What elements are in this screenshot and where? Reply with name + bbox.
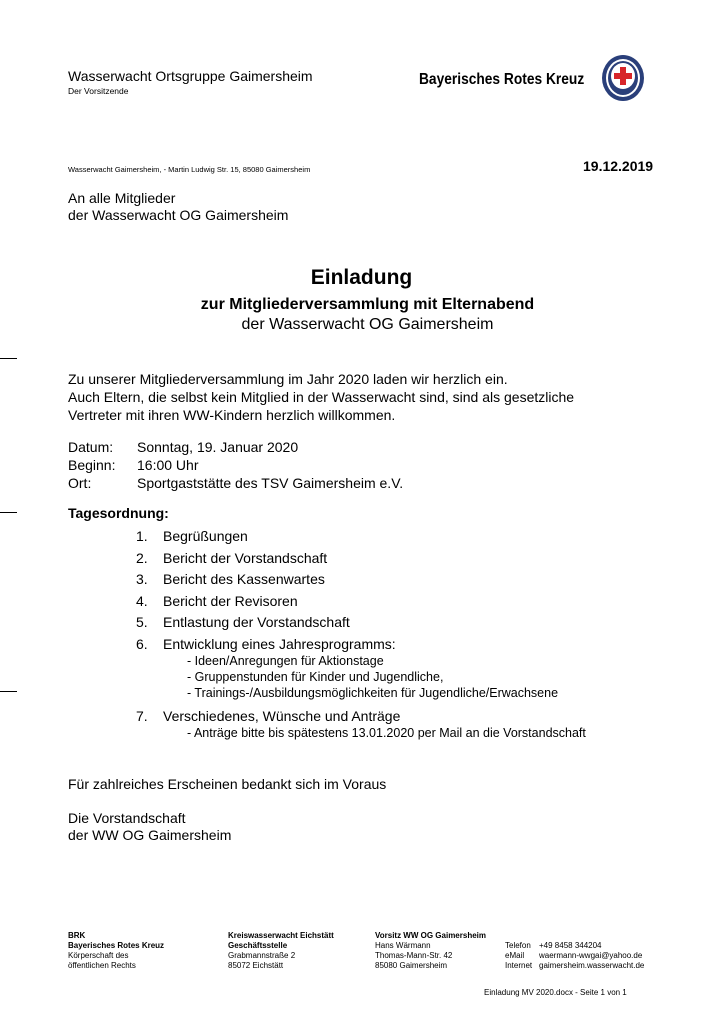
agenda-item-number: 4. [136,592,148,609]
agenda-item-number: 3. [136,571,148,587]
letter-date: 19.12.2019 [583,158,654,174]
agenda-item-number: 1. [136,528,148,544]
detail-row-place [68,474,403,492]
footer-text: Geschäftsstelle [228,941,288,950]
detail-value: 16:00 Uhr [137,457,199,473]
punch-mark [0,512,17,513]
intro-line: Vertreter mit ihren WW-Kindern herzlich willkommen. [68,407,396,423]
footer-text: BRK [68,931,86,940]
agenda-subitem: - Trainings-/Ausbildungsmöglichkeiten für Jugendliche/Erwachsene [187,685,559,700]
agenda-item [136,635,586,653]
agenda-item [136,591,586,613]
detail-value: Sportgaststätte des TSV Gaimersheim e.V. [137,475,404,491]
detail-label: Beginn: [68,457,116,473]
footer-column-brk [68,931,164,971]
intro-line: Auch Eltern, die selbst kein Mitglied in der Wasserwacht sind, sind als gesetzliche [68,389,575,405]
agenda-subitem: - Anträge bitte bis spätestens 13.01.2020 per Mail an die Vorstandschaft [187,725,586,740]
recipient-line: An alle Mitglieder [68,190,176,206]
closing-line: Für zahlreiches Erscheinen bedankt sich im Voraus [68,776,387,792]
fold-mark [0,691,17,692]
footer-text: öffentlichen Rechts [68,961,136,970]
agenda-subitem: - Ideen/Anregungen für Aktionstage [187,653,384,668]
agenda-item-text: Entwicklung eines Jahresprogramms: [163,635,396,652]
footer-column-chair [375,931,486,971]
agenda-item [136,526,586,548]
footer-text: 85080 Gaimersheim [375,961,448,970]
footer-text: Grabmannstraße 2 [228,951,296,960]
agenda-subitem: - Gruppenstunden für Kinder und Jugendliche, [187,669,444,684]
organization-role: Der Vorsitzende [68,86,129,96]
agenda-item [136,548,586,570]
agenda-item-text: Verschiedenes, Wünsche und Anträge [163,707,401,724]
document-subtitle-org: der Wasserwacht OG Gaimersheim [241,316,494,333]
footer-text: Thomas-Mann-Str. 42 [375,951,453,960]
footer-label: Telefon [505,941,531,950]
footer-text: Hans Wärmann [375,941,431,950]
organization-name: Wasserwacht Ortsgruppe Gaimersheim [68,68,313,84]
fold-mark [0,358,17,359]
agenda-item-text: Bericht des Kassenwartes [163,571,325,587]
agenda-list [136,526,586,741]
footer-column-contact [505,941,644,971]
footer-text: Kreiswasserwacht Eichstätt [228,931,334,940]
brand-name: Bayerisches Rotes Kreuz [419,71,585,88]
footer-phone: +49 8458 344204 [539,941,602,950]
detail-row-date [68,438,403,456]
detail-value: Sonntag, 19. Januar 2020 [137,439,299,455]
recipient-line: der Wasserwacht OG Gaimersheim [68,207,289,223]
intro-line: Zu unserer Mitgliederversammlung im Jahr 2020 laden wir herzlich ein. [68,371,508,387]
agenda-item-text: Entlastung der Vorstandschaft [163,614,350,630]
detail-label: Ort: [68,475,92,491]
agenda-title: Tagesordnung: [68,505,169,521]
footer-email: waermann-wwgai@yahoo.de [539,951,643,960]
footer-column-kreiswasserwacht [228,931,334,971]
recipient-block [68,190,288,224]
footer-label: eMail [505,951,525,960]
footer-contact-row [505,941,644,951]
event-details [68,438,403,492]
signature-line: der WW OG Gaimersheim [68,827,232,843]
agenda-item-number: 7. [136,707,148,724]
agenda-item-number: 6. [136,635,148,652]
document-title: Einladung [310,266,413,289]
detail-row-start [68,456,403,474]
footer-text: 85072 Eichstätt [228,961,284,970]
footer-contact-row [505,961,644,971]
footer-website: gaimersheim.wasserwacht.de [539,961,645,970]
agenda-item-number: 5. [136,614,148,630]
agenda-item [136,569,586,591]
document-subtitle: zur Mitgliederversammlung mit Elternabend [200,296,535,313]
agenda-item-text: Begrüßungen [163,528,248,544]
footer-text: Körperschaft des [68,951,129,960]
footer-text: Bayerisches Rotes Kreuz [68,941,165,950]
footer-text: Vorsitz WW OG Gaimersheim [375,931,486,940]
agenda-item [136,707,586,725]
agenda-item-number: 2. [136,549,148,566]
agenda-item-text: Bericht der Vorstandschaft [163,549,328,566]
brk-wasserwacht-logo-icon [600,53,646,103]
footer-label: Internet [505,961,533,970]
detail-label: Datum: [68,439,114,455]
agenda-item-text: Bericht der Revisoren [163,592,298,609]
agenda-item [136,612,586,634]
sender-address-line: Wasserwacht Gaimersheim, - Martin Ludwig Str. 15, 85080 Gaimersheim [68,165,311,174]
intro-paragraph [68,370,574,424]
page-info: Einladung MV 2020.docx - Seite 1 von 1 [484,988,627,997]
signature-block [68,810,231,844]
signature-line: Die Vorstandschaft [68,810,186,826]
footer-contact-row [505,951,644,961]
